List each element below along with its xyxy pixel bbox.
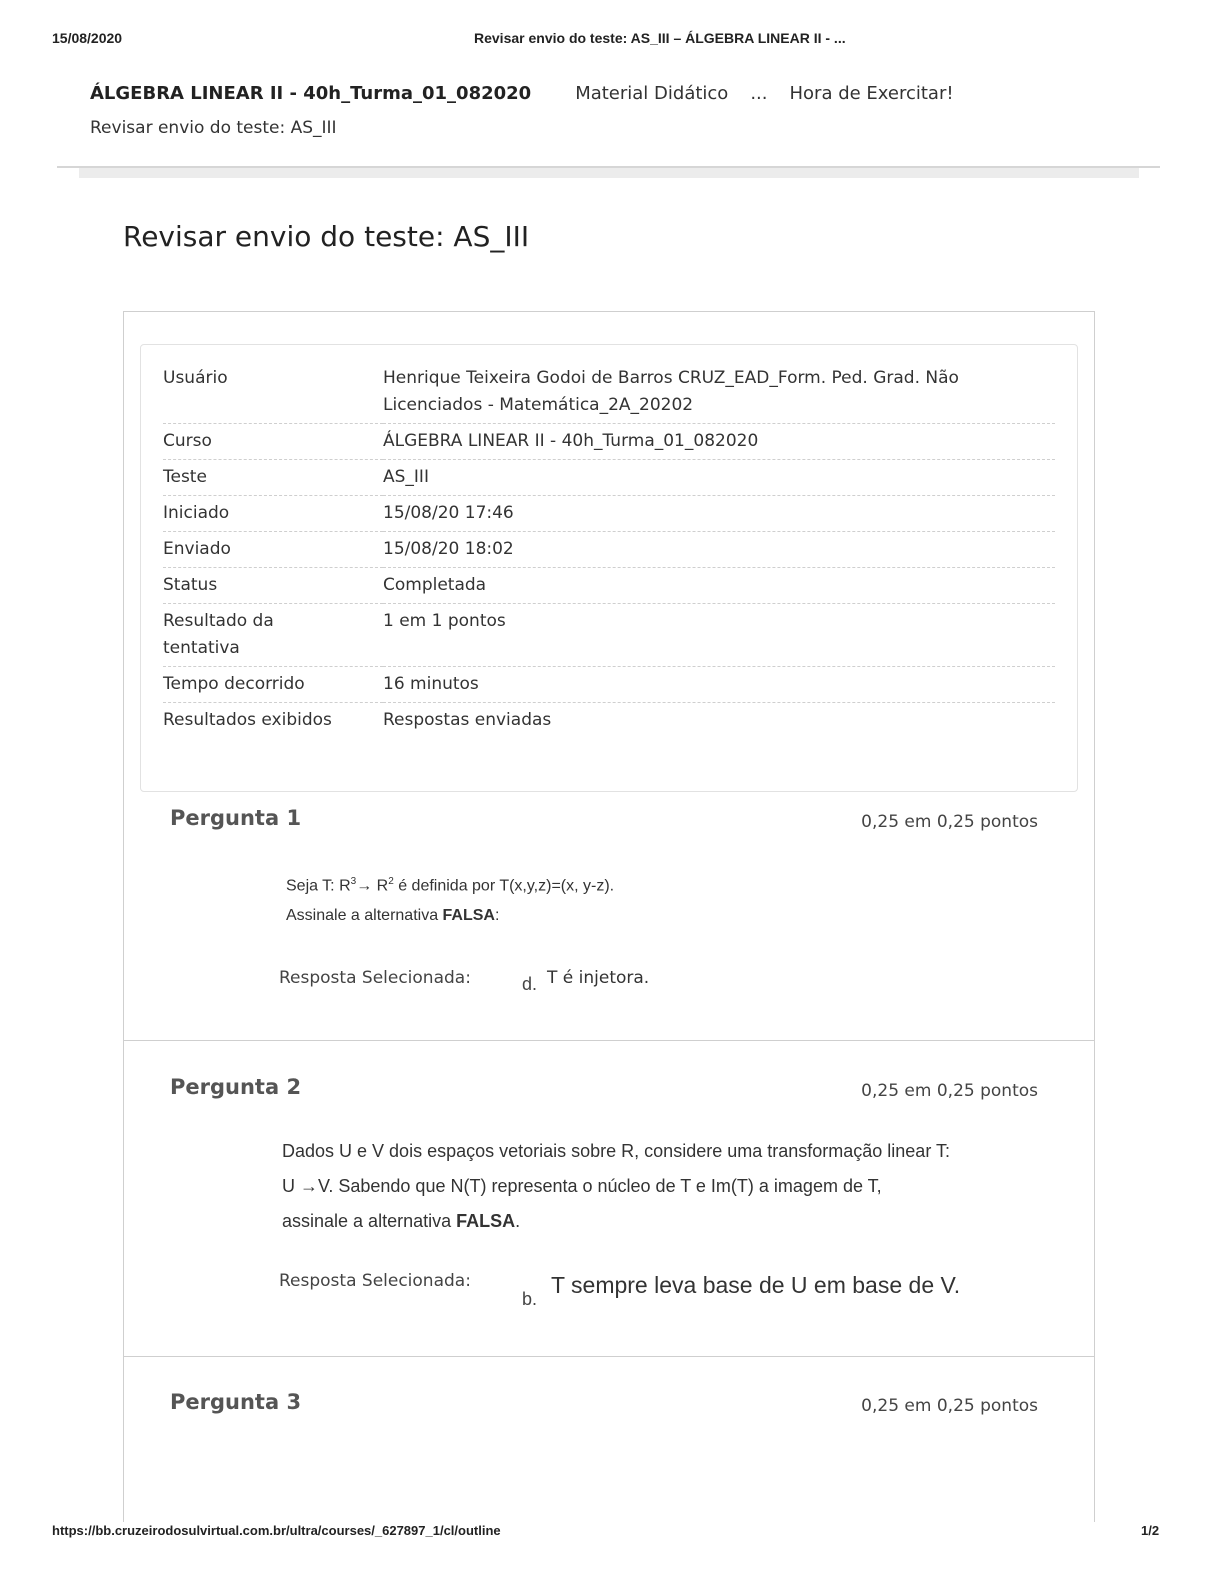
- print-title: Revisar envio do teste: AS_III – ÁLGEBRA LINEAR II - ...: [474, 30, 846, 46]
- info-value: Respostas enviadas: [383, 710, 552, 730]
- print-header: [0, 30, 1225, 50]
- question-text-part: Seja T: R: [286, 877, 351, 895]
- nav-ellipsis[interactable]: ...: [750, 82, 768, 104]
- question-text: Dados U e V dois espaços vetoriais sobre R, considere uma transformação linear T:: [282, 1141, 950, 1161]
- response-letter: b.: [522, 1289, 538, 1309]
- info-row-usuario: [163, 361, 1055, 424]
- question-text: [286, 907, 499, 925]
- info-value: 15/08/20 17:46: [383, 496, 1055, 532]
- response-label: Resposta Selecionada:: [279, 1271, 471, 1291]
- response-label: Resposta Selecionada:: [279, 968, 471, 988]
- review-panel: [123, 311, 1095, 1522]
- info-label: Curso: [163, 424, 383, 460]
- question-text-part: assinale a alternativa: [282, 1211, 457, 1231]
- question-text-emphasis: FALSA: [442, 907, 495, 924]
- response-letter: d.: [522, 974, 538, 994]
- info-value: Completada: [383, 568, 1055, 604]
- question-text-part: → R: [356, 877, 389, 895]
- info-label: Teste: [163, 460, 383, 496]
- info-row-exibidos: [163, 703, 1055, 739]
- attempt-info-table: [163, 361, 1055, 738]
- nav-material-link[interactable]: Material Didático: [575, 82, 729, 104]
- nav-exercise-link[interactable]: Hora de Exercitar!: [789, 82, 954, 104]
- question-text: [286, 876, 614, 895]
- info-label: Status: [163, 568, 383, 604]
- attempt-info-box: [140, 344, 1078, 792]
- print-url: https://bb.cruzeirodosulvirtual.com.br/ultra/courses/_627897_1/cl/outline: [52, 1523, 501, 1538]
- breadcrumb-current: Revisar envio do teste: AS_III: [90, 118, 337, 138]
- info-row-enviado: [163, 532, 1055, 568]
- question-text-part: .: [515, 1211, 521, 1231]
- question-title: Pergunta 3: [170, 1390, 302, 1414]
- info-label: Usuário: [163, 361, 383, 424]
- info-row-tempo: [163, 667, 1055, 703]
- info-value: 15/08/20 18:02: [383, 532, 1055, 568]
- print-page-number: 1/2: [1141, 1523, 1160, 1538]
- question-text-emphasis: FALSA: [456, 1211, 516, 1231]
- question-title: Pergunta 1: [170, 806, 302, 830]
- question-text-part: é definida por T(x,y,z)=(x, y-z).: [393, 877, 615, 895]
- print-date: 15/08/2020: [52, 30, 123, 46]
- superscript: 2: [388, 876, 394, 887]
- page-title: Revisar envio do teste: AS_III: [123, 220, 530, 253]
- response-text: T sempre leva base de U em base de V.: [551, 1272, 961, 1298]
- info-row-iniciado: [163, 496, 1055, 532]
- info-label: Resultados exibidos: [163, 710, 332, 730]
- info-value: 16 minutos: [383, 667, 1055, 703]
- info-value: Henrique Teixeira Godoi de Barros CRUZ_EAD_Form. Ped. Grad. Não Licenciados - Matemática_2A_20202: [383, 361, 1055, 424]
- header-band: [79, 168, 1139, 178]
- nav-course-link[interactable]: ÁLGEBRA LINEAR II - 40h_Turma_01_082020: [90, 82, 532, 104]
- info-label: Enviado: [163, 532, 383, 568]
- question-text-part: :: [494, 907, 500, 924]
- info-label: Tempo decorrido: [163, 667, 383, 703]
- question-title: Pergunta 2: [170, 1075, 302, 1099]
- question-text: U →V. Sabendo que N(T) representa o núcleo de T e Im(T) a imagem de T,: [282, 1176, 882, 1196]
- info-row-curso: [163, 424, 1055, 460]
- question-text: [282, 1211, 520, 1232]
- course-nav: [90, 80, 954, 106]
- question-score: 0,25 em 0,25 pontos: [861, 1081, 1038, 1101]
- info-label: Resultado da tentativa: [163, 604, 383, 667]
- info-row-resultado: [163, 604, 1055, 667]
- superscript: 3: [350, 876, 357, 887]
- info-value: 1 em 1 pontos: [383, 604, 1055, 667]
- info-value: ÁLGEBRA LINEAR II - 40h_Turma_01_082020: [383, 424, 1055, 460]
- question-divider: [124, 1356, 1094, 1357]
- info-label: Iniciado: [163, 496, 383, 532]
- question-score: 0,25 em 0,25 pontos: [861, 1396, 1038, 1416]
- response-text: T é injetora.: [547, 968, 650, 988]
- question-text-part: Assinale a alternativa: [286, 907, 443, 924]
- question-divider: [124, 1040, 1094, 1041]
- question-score: 0,25 em 0,25 pontos: [861, 812, 1038, 832]
- info-value: AS_III: [383, 460, 1055, 496]
- info-row-teste: [163, 460, 1055, 496]
- info-row-status: [163, 568, 1055, 604]
